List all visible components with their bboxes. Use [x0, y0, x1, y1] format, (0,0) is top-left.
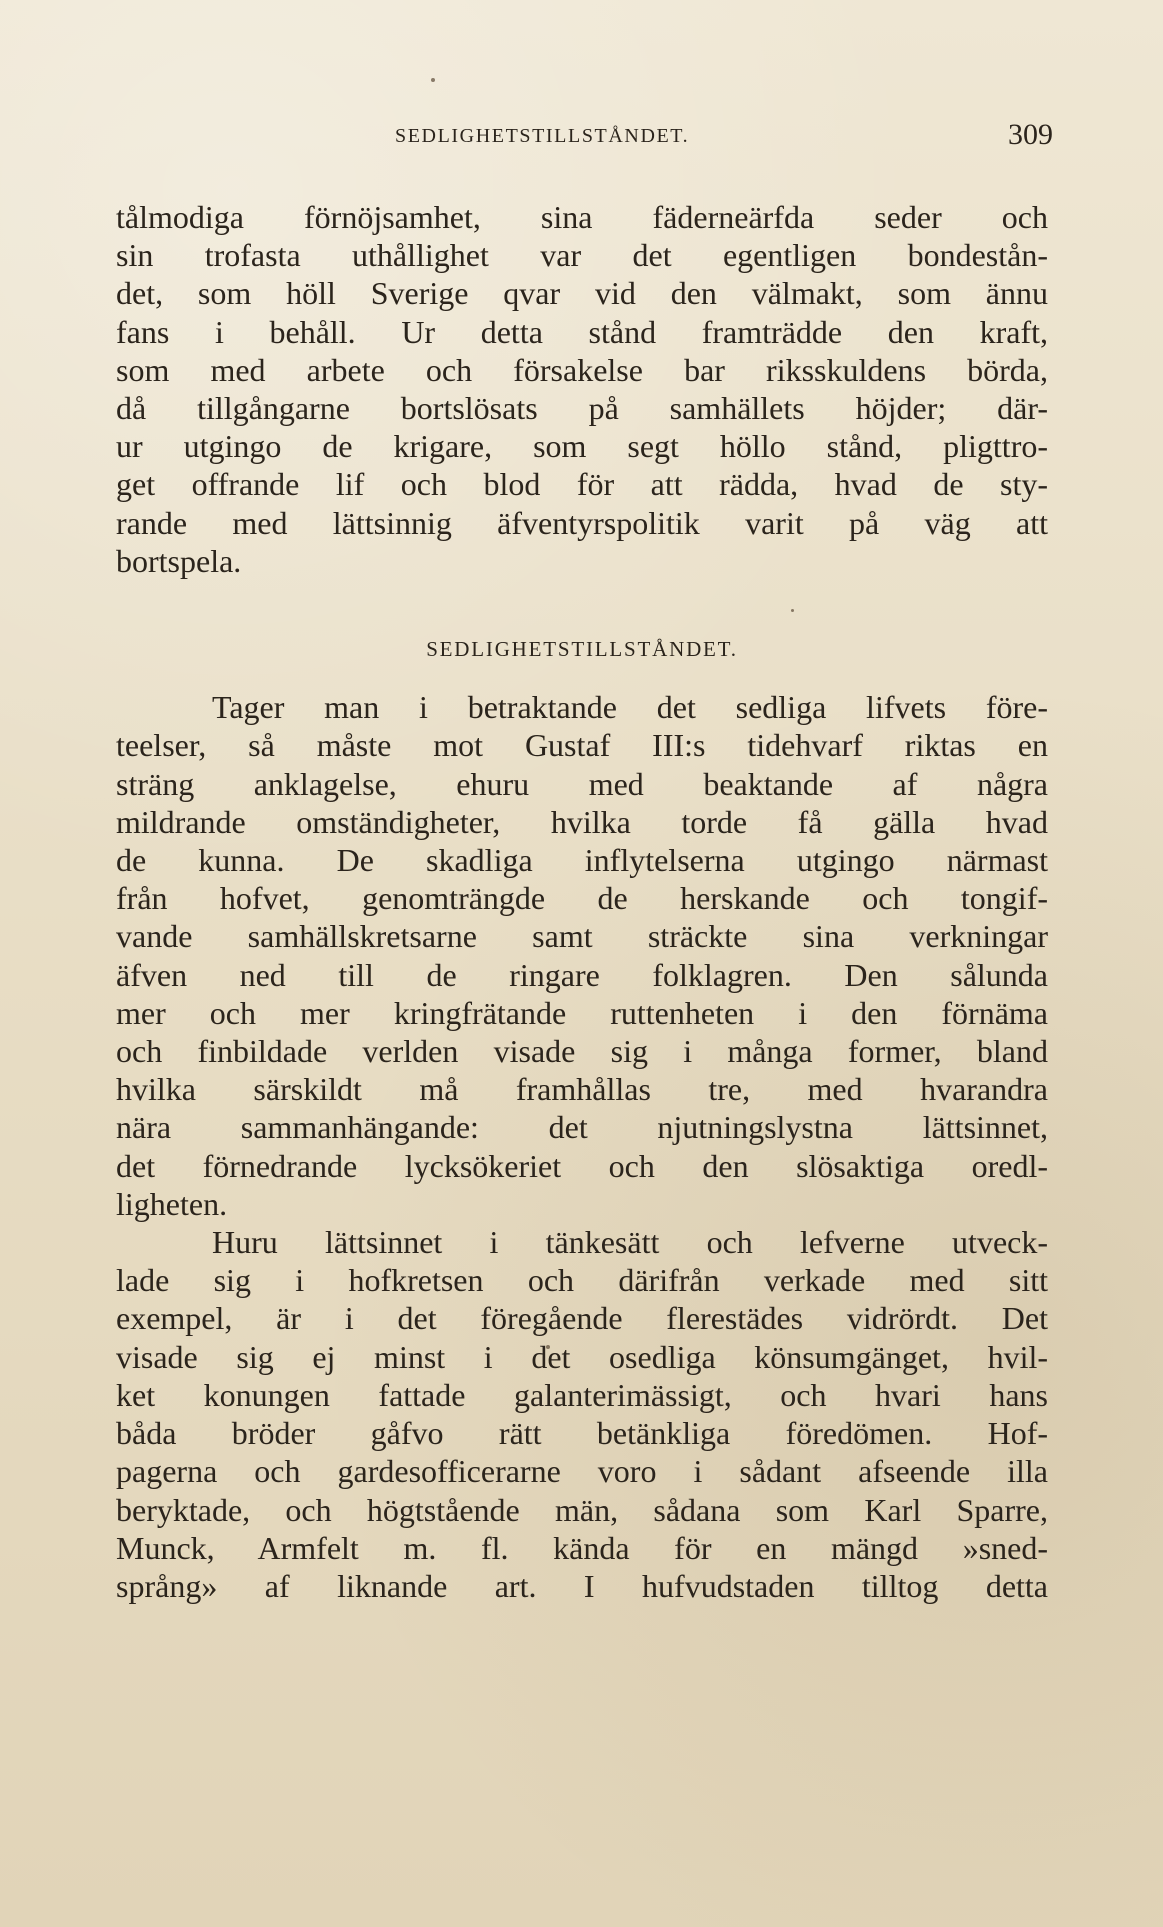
text-line: beryktade, och högtstående män, sådana som Karl Sparre, — [116, 1491, 1048, 1528]
running-head: SEDLIGHETSTILLSTÅNDET. — [395, 125, 690, 147]
text-line: då tillgångarne bortslösats på samhällets höjder; där- — [116, 390, 1048, 427]
text-line: mer och mer kringfrätande ruttenheten i den förnäma — [116, 994, 1048, 1031]
text-line: rande med lättsinnig äfventyrspolitik varit på väg att — [116, 504, 1048, 541]
text-line: bortspela. — [116, 542, 242, 579]
text-line: äfven ned till de ringare folklagren. Den sålunda — [116, 956, 1048, 993]
text-line: get offrande lif och blod för att rädda, hvad de sty- — [116, 466, 1048, 503]
text-line: mildrande omständigheter, hvilka torde få gälla hvad — [116, 803, 1048, 840]
text-line: sin trofasta uthållighet var det egentligen bondestån- — [116, 237, 1048, 274]
text-line: de kunna. De skadliga inflytelserna utgingo närmast — [116, 842, 1048, 879]
text-line: lade sig i hofkretsen och därifrån verkade med sitt — [116, 1262, 1048, 1299]
page-number: 309 — [1008, 118, 1053, 151]
text-line: språng» af liknande art. I hufvudstaden tilltog detta — [116, 1567, 1048, 1604]
text-line: exempel, är i det föregående flerestädes vidrördt. Det — [116, 1300, 1048, 1337]
text-line: ur utgingo de krigare, som segt höllo stånd, pligttro- — [116, 428, 1048, 465]
paragraph-intro — [116, 198, 1048, 580]
section-title: SEDLIGHETSTILLSTÅNDET. — [426, 637, 738, 662]
text-line: och finbildade verlden visade sig i många former, bland — [116, 1033, 1048, 1070]
text-line: pagerna och gardesofficerarne voro i sådant afseende illa — [116, 1453, 1048, 1490]
text-line: fans i behåll. Ur detta stånd framträdde den kraft, — [116, 313, 1048, 350]
text-line: visade sig ej minst i det osedliga könsumgänget, hvil- — [116, 1338, 1048, 1375]
paragraph-levity — [116, 1223, 1048, 1605]
text-line: som med arbete och försakelse bar riksskuldens börda, — [116, 351, 1048, 388]
text-line: hvilka särskildt må framhållas tre, med hvarandra — [116, 1071, 1048, 1108]
text-line: det förnedrande lycksökeriet och den slösaktiga oredl- — [116, 1147, 1048, 1184]
text-line: ket konungen fattade galanterimässigt, och hvari hans — [116, 1376, 1048, 1413]
paragraph-moral — [116, 688, 1048, 1223]
text-line: nära sammanhängande: det njutningslystna lättsinnet, — [116, 1109, 1048, 1146]
text-line: Huru lättsinnet i tänkesätt och lefverne utveck- — [212, 1224, 1048, 1261]
text-line: Munck, Armfelt m. fl. kända för en mängd »sned- — [116, 1529, 1048, 1566]
text-line: från hofvet, genomträngde de herskande och tongif- — [116, 880, 1048, 917]
text-line: ligheten. — [116, 1185, 228, 1222]
text-line: Tager man i betraktande det sedliga lifvets före- — [212, 689, 1048, 726]
page-body — [116, 198, 1048, 1605]
text-line: sträng anklagelse, ehuru med beaktande af några — [116, 765, 1048, 802]
text-line: teelser, så måste mot Gustaf III:s tidehvarf riktas en — [116, 727, 1048, 764]
text-line: tålmodiga förnöjsamhet, sina fäderneärfda seder och — [116, 199, 1048, 235]
ink-speck — [431, 78, 435, 82]
text-line: båda bröder gåfvo rätt betänkliga föredömen. Hof- — [116, 1415, 1048, 1452]
text-line: vande samhällskretsarne samt sträckte sina verkningar — [116, 918, 1048, 955]
text-line: det, som höll Sverige qvar vid den välmakt, som ännu — [116, 275, 1048, 312]
